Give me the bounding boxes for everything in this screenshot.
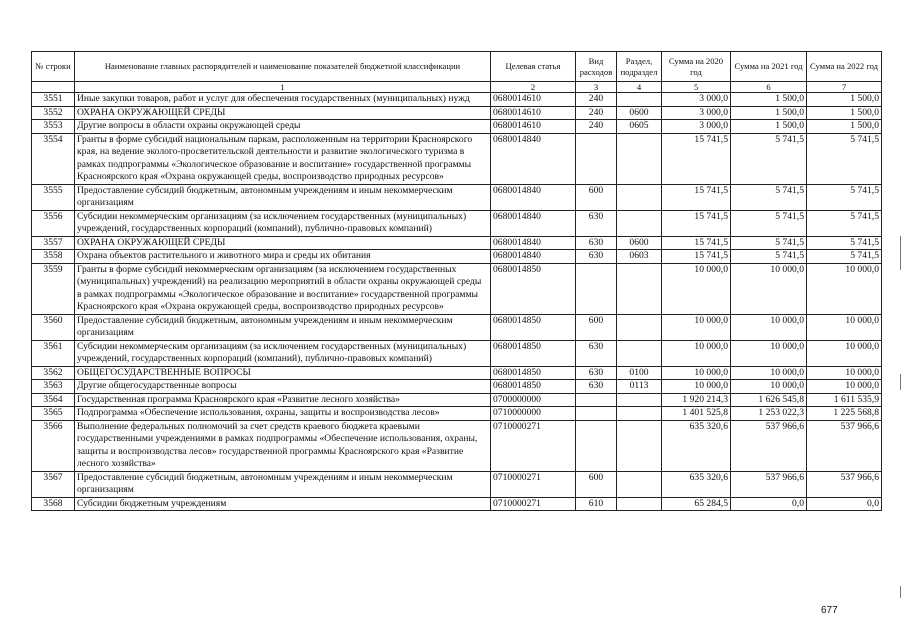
row-sum-2020-cell: 3 000,0 bbox=[662, 120, 731, 134]
row-expense-type-cell: 630 bbox=[576, 250, 617, 264]
row-sum-2020-cell: 10 000,0 bbox=[662, 380, 731, 394]
table-row bbox=[32, 407, 882, 421]
page-number: 677 bbox=[821, 605, 838, 616]
row-target-cell: 0680014610 bbox=[491, 120, 576, 134]
row-expense-type-cell bbox=[576, 263, 617, 314]
row-sum-2020-cell: 15 741,5 bbox=[662, 250, 731, 264]
row-expense-type-cell: 630 bbox=[576, 380, 617, 394]
row-name-cell: Охрана объектов растительного и животного мира и среды их обитания bbox=[75, 250, 491, 264]
row-sum-2022-cell: 537 966,6 bbox=[807, 471, 882, 497]
row-target-cell: 0680014610 bbox=[491, 93, 576, 107]
row-number-cell: 3565 bbox=[32, 407, 75, 421]
column-number: 2 bbox=[491, 82, 576, 93]
row-target-cell: 0710000271 bbox=[491, 471, 576, 497]
row-section-cell bbox=[617, 471, 662, 497]
header-row-no: № строки bbox=[32, 52, 75, 82]
row-sum-2020-cell: 15 741,5 bbox=[662, 133, 731, 184]
row-target-cell: 0680014840 bbox=[491, 184, 576, 210]
row-expense-type-cell: 630 bbox=[576, 340, 617, 366]
row-sum-2022-cell: 5 741,5 bbox=[807, 250, 882, 264]
row-sum-2022-cell: 537 966,6 bbox=[807, 420, 882, 471]
row-number-cell: 3564 bbox=[32, 393, 75, 407]
row-sum-2020-cell: 10 000,0 bbox=[662, 366, 731, 380]
row-name-cell: Другие вопросы в области охраны окружающей среды bbox=[75, 120, 491, 134]
row-section-cell bbox=[617, 420, 662, 471]
row-name-cell: Предоставление субсидий бюджетным, автономным учреждениям и иным некоммерческим организациям bbox=[75, 471, 491, 497]
row-expense-type-cell: 600 bbox=[576, 314, 617, 340]
row-name-cell: ОХРАНА ОКРУЖАЮЩЕЙ СРЕДЫ bbox=[75, 236, 491, 250]
row-sum-2022-cell: 5 741,5 bbox=[807, 210, 882, 236]
row-sum-2020-cell: 635 320,6 bbox=[662, 471, 731, 497]
row-number-cell: 3560 bbox=[32, 314, 75, 340]
row-sum-2022-cell: 1 225 568,8 bbox=[807, 407, 882, 421]
row-sum-2022-cell: 5 741,5 bbox=[807, 133, 882, 184]
row-number-cell: 3553 bbox=[32, 120, 75, 134]
table-row bbox=[32, 210, 882, 236]
row-number-cell: 3563 bbox=[32, 380, 75, 394]
row-section-cell: 0600 bbox=[617, 106, 662, 120]
row-number-cell: 3566 bbox=[32, 420, 75, 471]
row-target-cell: 0680014840 bbox=[491, 250, 576, 264]
table-row bbox=[32, 497, 882, 511]
table-row bbox=[32, 314, 882, 340]
row-name-cell: Гранты в форме субсидий некоммерческим организациям (за исключением государственных (муниципальных) учреждений) на реализацию мероприятий в области охраны окружающей среды в рамках подпрограммы «Экологическое образование и воспитание» государственной программы Красноярского края «Охрана окружающей среды, воспроизводство природных ресурсов» bbox=[75, 263, 491, 314]
row-expense-type-cell: 600 bbox=[576, 184, 617, 210]
row-sum-2021-cell: 537 966,6 bbox=[731, 420, 807, 471]
row-sum-2020-cell: 10 000,0 bbox=[662, 263, 731, 314]
row-sum-2022-cell: 10 000,0 bbox=[807, 263, 882, 314]
row-target-cell: 0680014850 bbox=[491, 314, 576, 340]
row-sum-2022-cell: 10 000,0 bbox=[807, 314, 882, 340]
scan-edge-mark bbox=[900, 236, 901, 270]
row-sum-2021-cell: 0,0 bbox=[731, 497, 807, 511]
row-number-cell: 3568 bbox=[32, 497, 75, 511]
row-name-cell: Другие общегосударственные вопросы bbox=[75, 380, 491, 394]
row-name-cell: Государственная программа Красноярского края «Развитие лесного хозяйства» bbox=[75, 393, 491, 407]
row-sum-2022-cell: 0,0 bbox=[807, 497, 882, 511]
row-target-cell: 0680014840 bbox=[491, 236, 576, 250]
row-sum-2022-cell: 1 500,0 bbox=[807, 106, 882, 120]
row-sum-2022-cell: 1 611 535,9 bbox=[807, 393, 882, 407]
column-number: 1 bbox=[75, 82, 491, 93]
row-target-cell: 0680014840 bbox=[491, 133, 576, 184]
row-sum-2021-cell: 10 000,0 bbox=[731, 263, 807, 314]
row-sum-2021-cell: 1 500,0 bbox=[731, 106, 807, 120]
row-sum-2022-cell: 1 500,0 bbox=[807, 120, 882, 134]
header-sum-2021: Сумма на 2021 год bbox=[731, 52, 807, 82]
row-sum-2021-cell: 5 741,5 bbox=[731, 210, 807, 236]
row-sum-2022-cell: 10 000,0 bbox=[807, 366, 882, 380]
row-expense-type-cell bbox=[576, 407, 617, 421]
row-sum-2021-cell: 1 500,0 bbox=[731, 93, 807, 107]
row-section-cell: 0113 bbox=[617, 380, 662, 394]
row-name-cell: Предоставление субсидий бюджетным, автономным учреждениям и иным некоммерческим организациям bbox=[75, 184, 491, 210]
row-number-cell: 3551 bbox=[32, 93, 75, 107]
table-body bbox=[32, 93, 882, 511]
header-sum-2022: Сумма на 2022 год bbox=[807, 52, 882, 82]
row-name-cell: Выполнение федеральных полномочий за счет средств краевого бюджета краевыми государственными учреждениями в рамках подпрограммы «Обеспечение использования, охраны, защиты и воспроизводства лесов» государственной программы Красноярского края «Развитие лесного хозяйства» bbox=[75, 420, 491, 471]
row-sum-2021-cell: 10 000,0 bbox=[731, 314, 807, 340]
table-row bbox=[32, 93, 882, 107]
row-sum-2022-cell: 1 500,0 bbox=[807, 93, 882, 107]
column-number-row bbox=[32, 82, 882, 93]
row-section-cell bbox=[617, 314, 662, 340]
column-number: 4 bbox=[617, 82, 662, 93]
scan-edge-mark bbox=[900, 374, 901, 390]
row-section-cell: 0605 bbox=[617, 120, 662, 134]
row-sum-2021-cell: 10 000,0 bbox=[731, 380, 807, 394]
row-name-cell: ОБЩЕГОСУДАРСТВЕННЫЕ ВОПРОСЫ bbox=[75, 366, 491, 380]
row-expense-type-cell: 240 bbox=[576, 120, 617, 134]
table-row bbox=[32, 120, 882, 134]
row-sum-2020-cell: 65 284,5 bbox=[662, 497, 731, 511]
row-name-cell: Гранты в форме субсидий национальным паркам, расположенным на территории Красноярского края, на ведение эколого-просветительской деятельности и развитие экологического туризма в рамках подпрограммы «Экологическое образование и воспитание» государственной программы Красноярского края «Охрана окружающей среды, воспроизводство природных ресурсов» bbox=[75, 133, 491, 184]
column-number: 6 bbox=[731, 82, 807, 93]
row-sum-2021-cell: 5 741,5 bbox=[731, 133, 807, 184]
row-sum-2022-cell: 10 000,0 bbox=[807, 380, 882, 394]
table-row bbox=[32, 380, 882, 394]
row-section-cell bbox=[617, 497, 662, 511]
row-section-cell bbox=[617, 407, 662, 421]
row-expense-type-cell: 240 bbox=[576, 106, 617, 120]
row-sum-2020-cell: 1 920 214,3 bbox=[662, 393, 731, 407]
row-section-cell bbox=[617, 210, 662, 236]
table-row bbox=[32, 133, 882, 184]
row-sum-2021-cell: 1 626 545,8 bbox=[731, 393, 807, 407]
row-number-cell: 3552 bbox=[32, 106, 75, 120]
row-target-cell: 0680014850 bbox=[491, 340, 576, 366]
row-section-cell bbox=[617, 133, 662, 184]
row-expense-type-cell: 630 bbox=[576, 236, 617, 250]
row-sum-2020-cell: 10 000,0 bbox=[662, 314, 731, 340]
row-sum-2020-cell: 635 320,6 bbox=[662, 420, 731, 471]
row-target-cell: 0680014850 bbox=[491, 263, 576, 314]
row-expense-type-cell bbox=[576, 393, 617, 407]
row-section-cell: 0603 bbox=[617, 250, 662, 264]
row-sum-2022-cell: 5 741,5 bbox=[807, 184, 882, 210]
row-number-cell: 3559 bbox=[32, 263, 75, 314]
row-sum-2020-cell: 1 401 525,8 bbox=[662, 407, 731, 421]
row-number-cell: 3555 bbox=[32, 184, 75, 210]
row-number-cell: 3567 bbox=[32, 471, 75, 497]
scan-edge-mark bbox=[900, 586, 901, 598]
row-sum-2020-cell: 15 741,5 bbox=[662, 184, 731, 210]
row-number-cell: 3554 bbox=[32, 133, 75, 184]
row-name-cell: Подпрограмма «Обеспечение использования, охраны, защиты и воспроизводства лесов» bbox=[75, 407, 491, 421]
row-sum-2021-cell: 5 741,5 bbox=[731, 184, 807, 210]
row-sum-2021-cell: 10 000,0 bbox=[731, 366, 807, 380]
row-target-cell: 0680014850 bbox=[491, 380, 576, 394]
row-name-cell: ОХРАНА ОКРУЖАЮЩЕЙ СРЕДЫ bbox=[75, 106, 491, 120]
row-target-cell: 0680014850 bbox=[491, 366, 576, 380]
row-sum-2020-cell: 15 741,5 bbox=[662, 236, 731, 250]
row-expense-type-cell: 610 bbox=[576, 497, 617, 511]
row-section-cell: 0600 bbox=[617, 236, 662, 250]
column-number: 5 bbox=[662, 82, 731, 93]
row-name-cell: Субсидии некоммерческим организациям (за исключением государственных (муниципальных) учреждений, государственных корпораций (компаний), публично-правовых компаний) bbox=[75, 210, 491, 236]
row-name-cell: Субсидии некоммерческим организациям (за исключением государственных (муниципальных) учреждений, государственных корпораций (компаний), публично-правовых компаний) bbox=[75, 340, 491, 366]
table-row bbox=[32, 340, 882, 366]
row-number-cell: 3557 bbox=[32, 236, 75, 250]
table-row bbox=[32, 263, 882, 314]
row-target-cell: 0680014610 bbox=[491, 106, 576, 120]
row-name-cell: Иные закупки товаров, работ и услуг для обеспечения государственных (муниципальных) нужд bbox=[75, 93, 491, 107]
row-expense-type-cell: 630 bbox=[576, 366, 617, 380]
header-target: Целевая статья bbox=[491, 52, 576, 82]
table-row bbox=[32, 420, 882, 471]
table-row bbox=[32, 471, 882, 497]
row-sum-2021-cell: 5 741,5 bbox=[731, 250, 807, 264]
table-row bbox=[32, 106, 882, 120]
row-number-cell: 3561 bbox=[32, 340, 75, 366]
row-section-cell bbox=[617, 263, 662, 314]
row-sum-2020-cell: 15 741,5 bbox=[662, 210, 731, 236]
row-sum-2022-cell: 10 000,0 bbox=[807, 340, 882, 366]
row-name-cell: Предоставление субсидий бюджетным, автономным учреждениям и иным некоммерческим организациям bbox=[75, 314, 491, 340]
row-expense-type-cell: 600 bbox=[576, 471, 617, 497]
row-target-cell: 0710000271 bbox=[491, 420, 576, 471]
row-section-cell bbox=[617, 93, 662, 107]
row-sum-2020-cell: 3 000,0 bbox=[662, 93, 731, 107]
row-section-cell bbox=[617, 393, 662, 407]
row-number-cell: 3562 bbox=[32, 366, 75, 380]
row-sum-2021-cell: 1 500,0 bbox=[731, 120, 807, 134]
row-expense-type-cell bbox=[576, 420, 617, 471]
table-row bbox=[32, 236, 882, 250]
header-expense-type: Вид расходов bbox=[576, 52, 617, 82]
column-number: 3 bbox=[576, 82, 617, 93]
row-name-cell: Субсидии бюджетным учреждениям bbox=[75, 497, 491, 511]
row-expense-type-cell: 630 bbox=[576, 210, 617, 236]
row-sum-2021-cell: 1 253 022,3 bbox=[731, 407, 807, 421]
column-number bbox=[32, 82, 75, 93]
row-sum-2021-cell: 5 741,5 bbox=[731, 236, 807, 250]
table-row bbox=[32, 366, 882, 380]
column-number: 7 bbox=[807, 82, 882, 93]
row-target-cell: 0710000271 bbox=[491, 497, 576, 511]
row-number-cell: 3558 bbox=[32, 250, 75, 264]
row-section-cell bbox=[617, 184, 662, 210]
table-row bbox=[32, 393, 882, 407]
row-expense-type-cell bbox=[576, 133, 617, 184]
table-row bbox=[32, 184, 882, 210]
table-header bbox=[32, 52, 882, 93]
budget-table bbox=[31, 51, 882, 511]
row-sum-2020-cell: 3 000,0 bbox=[662, 106, 731, 120]
row-section-cell: 0100 bbox=[617, 366, 662, 380]
row-target-cell: 0700000000 bbox=[491, 393, 576, 407]
table-row bbox=[32, 250, 882, 264]
row-sum-2022-cell: 5 741,5 bbox=[807, 236, 882, 250]
row-target-cell: 0710000000 bbox=[491, 407, 576, 421]
row-number-cell: 3556 bbox=[32, 210, 75, 236]
row-target-cell: 0680014840 bbox=[491, 210, 576, 236]
row-section-cell bbox=[617, 340, 662, 366]
row-sum-2021-cell: 10 000,0 bbox=[731, 340, 807, 366]
row-sum-2020-cell: 10 000,0 bbox=[662, 340, 731, 366]
row-expense-type-cell: 240 bbox=[576, 93, 617, 107]
header-sum-2020: Сумма на 2020 год bbox=[662, 52, 731, 82]
header-name: Наименование главных распорядителей и наименование показателей бюджетной классификации bbox=[75, 52, 491, 82]
header-section: Раздел, подраздел bbox=[617, 52, 662, 82]
row-sum-2021-cell: 537 966,6 bbox=[731, 471, 807, 497]
